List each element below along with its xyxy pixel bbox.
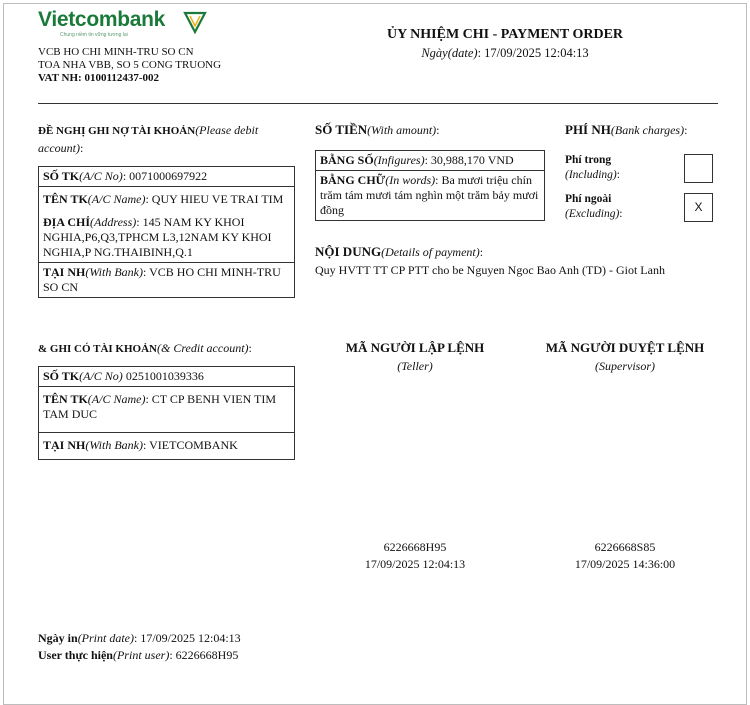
amount-heading-suffix: : [436,123,440,137]
including-label: Phí trong [565,154,612,166]
vietcombank-logo [38,8,198,38]
debit-account-box [38,166,295,298]
debit-bank-value: : VCB HO CHI MINH-TRU SO CN [43,265,281,294]
amount-figures-row [316,151,544,171]
supervisor-time: 17/09/2025 14:36:00 [574,557,676,571]
credit-acct-sub: (A/C No) [79,369,123,383]
amount-words-row [316,171,544,220]
credit-acct-label: SỐ TK [43,369,80,383]
charges-heading-sub: (Bank charges) [610,123,685,137]
debit-acct-sub: (A/C No) [79,169,123,183]
credit-name-value: : CT CP BENH VIEN TIM TAM DUC [43,392,277,421]
debit-name-row [39,187,294,263]
debit-name-label: TÊN TK [43,192,88,206]
amount-heading-sub: (With amount) [367,123,437,137]
teller-block [330,339,500,375]
credit-account-box [38,366,295,460]
credit-bank-row [39,433,294,459]
debit-heading-sub: (Please debit account) [38,123,259,155]
amount-heading [315,122,440,138]
amount-figures-sub: (Infigures) [373,153,425,167]
vat-number [38,72,221,85]
teller-stamp [330,539,500,573]
order-date [330,46,680,61]
debit-acct-value: : 0071000697922 [122,169,208,183]
amount-words-value: : Ba mươi triệu chín trăm tám mươi tám nghìn một trăm bảy mươi đồng [320,173,539,217]
page-title: ỦY NHIỆM CHI - PAYMENT ORDER [386,27,624,42]
supervisor-sub: (Supervisor) [595,359,655,373]
charges-including [565,153,620,183]
print-user-value: : 6226668H95 [169,648,239,662]
payment-details [315,243,725,279]
charges-heading [565,122,687,138]
including-checkbox [684,154,713,183]
details-heading-title: NỘI DUNG [315,244,382,259]
debit-acct-row [39,167,294,187]
print-user-label: User thực hiện [38,648,113,662]
details-heading-suffix: : [479,245,484,259]
credit-heading-sub: (& Credit account) [156,341,249,355]
teller-time: 17/09/2025 12:04:13 [364,557,466,571]
amount-figures-label: BẰNG SỐ [320,153,374,167]
amount-heading-title: SỐ TIỀN [315,122,368,137]
date-label: Ngày [421,46,448,60]
excluding-suffix: : [619,208,623,220]
including-sub: (Including) [565,169,617,181]
debit-acct-label: SỐ TK [43,169,80,183]
debit-heading-suffix: : [79,141,84,155]
debit-addr-value: : 145 NAM KY KHOI NGHIA,P6,Q3,TPHCM L3,12NAM KY KHOI NGHIA,P NG.THAIBINH,Q.1 [43,215,272,259]
excluding-sub: (Excluding) [565,208,620,220]
logo-tagline: Chung niềm tin vững tương lai [60,32,128,38]
charges-excluding [565,192,623,222]
credit-bank-label: TẠI NH [43,438,86,452]
debit-bank-sub: (With Bank) [85,265,143,279]
credit-heading [38,341,308,356]
amount-figures-value: : 30,988,170 VND [424,153,514,167]
teller-sub: (Teller) [397,359,433,373]
print-user-sub: (Print user) [112,648,170,662]
print-date-sub: (Print date) [77,631,135,645]
credit-name-row [39,387,294,433]
print-footer [38,630,241,664]
logo-mark-icon [183,10,207,36]
debit-addr-label: ĐỊA CHỈ [43,215,91,229]
credit-bank-sub: (With Bank) [85,438,143,452]
charges-heading-suffix: : [684,123,688,137]
print-date-value: : 17/09/2025 12:04:13 [134,631,241,645]
supervisor-stamp [530,539,720,573]
supervisor-block [530,339,720,375]
print-date [38,630,241,647]
bank-address [38,46,221,85]
vat-value: 0100112437-002 [84,72,160,84]
credit-heading-title: & GHI CÓ TÀI KHOẢN [38,343,157,355]
print-date-label: Ngày in [38,631,78,645]
credit-bank-value: : VIETCOMBANK [143,438,238,452]
amount-box [315,150,545,221]
excluding-checkbox: X [684,193,713,222]
credit-heading-suffix: : [248,341,252,355]
amount-words-sub: (In words) [385,173,436,187]
including-suffix: : [616,169,620,181]
header-divider [38,103,718,104]
print-user [38,647,241,664]
details-heading-sub: (Details of payment) [381,245,480,259]
debit-bank-label: TẠI NH [43,265,86,279]
debit-bank-row [39,263,294,297]
teller-code: 6226668H95 [383,540,447,554]
debit-name-sub: (A/C Name) [87,192,146,206]
vat-label: VAT NH: [38,72,82,84]
excluding-label: Phí ngoài [565,193,612,205]
credit-acct-row [39,367,294,387]
supervisor-code: 6226668S85 [594,540,656,554]
teller-title: MÃ NGƯỜI LẬP LỆNH [345,340,485,355]
charges-heading-title: PHÍ NH [565,122,611,137]
credit-acct-value: 0251001039336 [122,369,204,383]
amount-words-label: BẰNG CHỮ [320,173,386,187]
address-line-1: VCB HO CHI MINH-TRU SO CN [38,46,194,58]
details-value: Quy HVTT TT CP PTT cho be Nguyen Ngoc Bao Anh (TD) - Giot Lanh [315,263,665,277]
date-sub: (date) [447,46,478,60]
debit-addr-sub: (Address) [90,215,137,229]
credit-name-sub: (A/C Name) [87,392,146,406]
address-line-2: TOA NHA VBB, SO 5 CONG TRUONG [38,59,222,71]
credit-name-label: TÊN TK [43,392,88,406]
debit-name-value: : QUY HIEU VE TRAI TIM [145,192,284,206]
debit-heading [38,122,300,157]
debit-heading-title: ĐỀ NGHỊ GHI NỢ TÀI KHOẢN [38,125,196,137]
date-value: : 17/09/2025 12:04:13 [477,46,589,60]
supervisor-title: MÃ NGƯỜI DUYỆT LỆNH [545,340,705,355]
logo-wordmark: Vietcombank [38,8,166,31]
